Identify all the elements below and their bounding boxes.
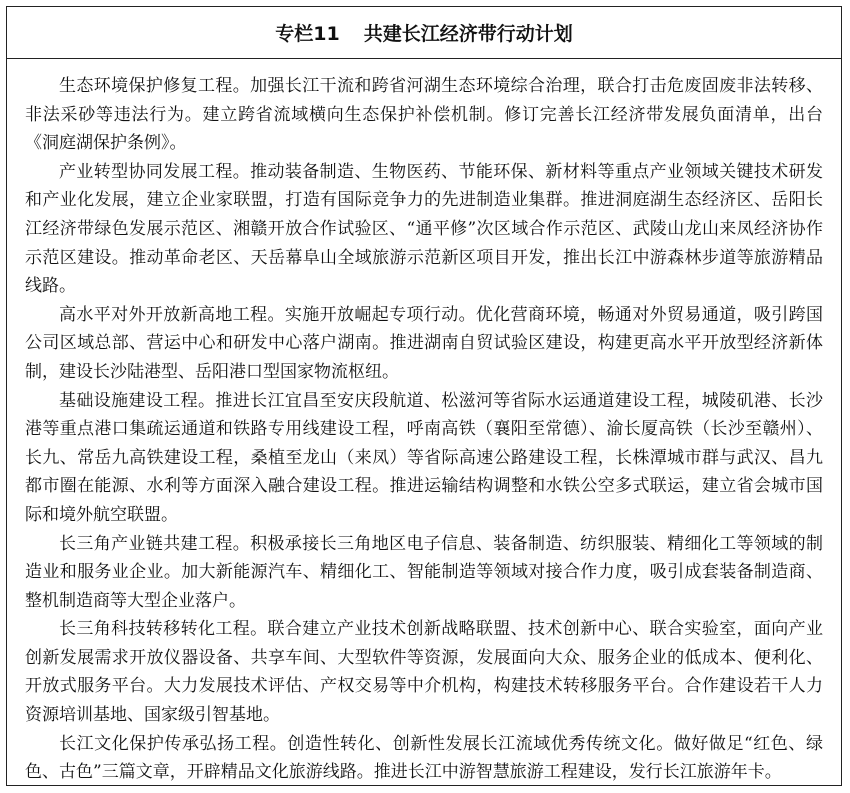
paragraph-lead: 长江文化保护传承弘扬工程。: [59, 733, 288, 754]
paragraph-ecology: [25, 72, 823, 158]
paragraph-lead: 高水平对外开放新高地工程。: [59, 304, 285, 325]
paragraph-text: 实施开放崛起专项行动。优化营商环境，畅通对外贸易通道，吸引跨国公司区域总部、营运中心和研发中心落户湖南。推进湖南自贸试验区建设，构建更高水平开放型经济新体制，建设长沙陆港型、岳阳港口型国家物流枢纽。: [25, 304, 824, 382]
column-box: [6, 6, 842, 786]
paragraph-text: 推动装备制造、生物医药、节能环保、新材料等重点产业领域关键技术研发和产业化发展，建立企业家联盟，打造有国际竞争力的先进制造业集群。推进洞庭湖生态经济区、岳阳长江经济带绿色发展示范区、湘赣开放合作试验区、“通平修”次区域合作示范区、武陵山龙山来凤经济协作示范区建设。推动革命老区、天岳幕阜山全域旅游示范新区项目开发，推出长江中游森林步道等旅游精品线路。: [25, 161, 823, 297]
paragraph-infrastructure: [25, 387, 823, 530]
paragraph-opening: [25, 301, 823, 387]
paragraph-text: 联合建立产业技术创新战略联盟、技术创新中心、联合实验室，面向产业创新发展需求开放仪器设备、共享车间、大型软件等资源，发展面向大众、服务企业的低成本、便利化、开放式服务平台。大力发展技术评估、产权交易等中介机构，构建技术转移服务平台。合作建设若干人力资源培训基地、国家级引智基地。: [25, 619, 824, 726]
paragraph-lead: 基础设施建设工程。: [59, 390, 216, 411]
box-header: [7, 7, 841, 59]
paragraph-text: 积极承接长三角地区电子信息、装备制造、纺织服装、精细化工等领域的制造业和服务业企业。加大新能源汽车、精细化工、智能制造等领域对接合作力度，吸引成套装备制造商、整机制造商等大型企业落户。: [25, 533, 823, 611]
paragraph-lead: 长三角产业链共建工程。: [59, 533, 251, 554]
paragraph-industry: [25, 158, 823, 301]
paragraph-lead: 产业转型协同发展工程。: [59, 161, 251, 182]
paragraph-lead: 长三角科技转移转化工程。: [59, 619, 268, 640]
box-title: 共建长江经济带行动计划: [363, 23, 573, 45]
box-label: 专栏11: [275, 23, 340, 45]
paragraph-text: 推进长江宜昌至安庆段航道、松滋河等省际水运通道建设工程，城陵矶港、长沙港等重点港口集疏运通道和铁路专用线建设工程，呼南高铁（襄阳至常德）、渝长厦高铁（长沙至赣州）、长九、常岳九高铁建设工程，桑植至龙山（来凤）等省际高速公路建设工程，长株潭城市群与武汉、昌九都市圈在能源、水利等方面深入融合建设工程。推进运输结构调整和水铁公空多式联运，建立省会城市国际和境外航空联盟。: [25, 390, 824, 525]
paragraph-culture: [25, 730, 823, 787]
paragraph-lead: 生态环境保护修复工程。: [59, 76, 251, 96]
paragraph-text: 加强长江干流和跨省河湖生态环境综合治理，联合打击危废固废非法转移、非法采砂等违法行为。建立跨省流域横向生态保护补偿机制。修订完善长江经济带发展负面清单，出台《洞庭湖保护条例》。: [25, 76, 823, 154]
paragraph-industrial-chain: [25, 530, 823, 616]
paragraph-text: 创造性转化、创新性发展长江流域优秀传统文化。做好做足“红色、绿色、古色”三篇文章，开辟精品文化旅游线路。推进长江中游智慧旅游工程建设，发行长江旅游年卡。: [25, 733, 824, 783]
paragraph-tech-transfer: [25, 615, 823, 729]
box-content: [7, 59, 841, 787]
